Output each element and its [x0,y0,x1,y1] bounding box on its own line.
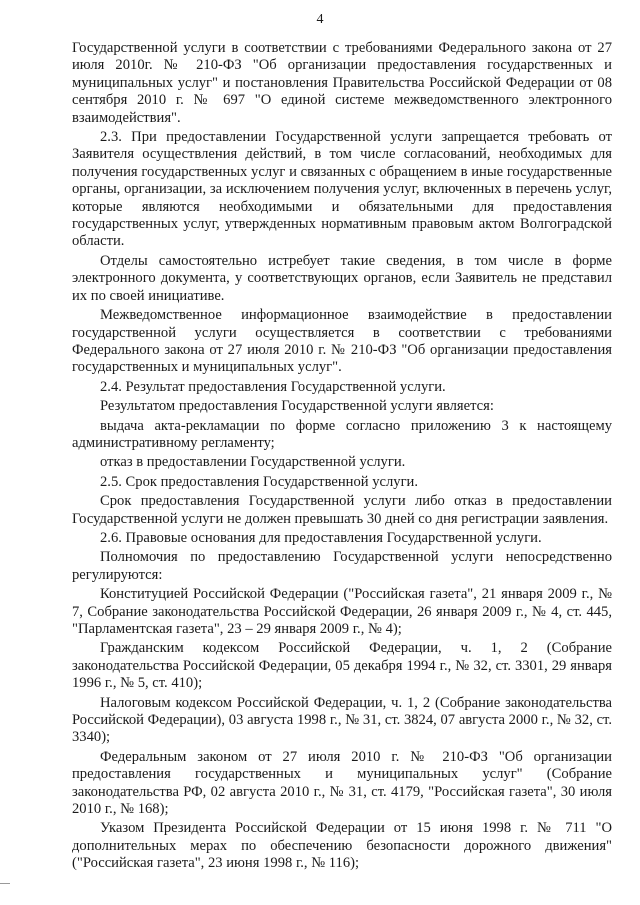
paragraph-term: Срок предоставления Государственной услуги либо отказ в предоставлении Государственной услуги не должен превышать 30 дней со дня регистрации заявления. [72,493,612,527]
paragraph-2-3: 2.3. При предоставлении Государственной услуги запрещается требовать от Заявителя осуществления действий, в том числе согласований, необходимых для получения государственных услуг и связанных с обращением в иные государственные органы, организации, за исключением получения услуг, включенных в перечень услуг, которые являются необходимыми и обязательными для предоставления государственных услуг, утвержденных нормативным правовым актом Волгоградской области. [72,129,612,250]
heading-2-4: 2.4. Результат предоставления Государственной услуги. [100,378,446,395]
document-body [72,40,612,875]
paragraph-interaction: Межведомственное информационное взаимодействие в предоставлении государственной услуги осуществляется в соответствии с требованиями Федерального закона от 27 июля 2010 г. № 210-ФЗ "Об организации предоставления государственных и муниципальных услуг". [72,307,612,376]
paragraph-civil-code: Гражданским кодексом Российской Федерации, ч. 1, 2 (Собрание законодательства Российской Федерации, 05 декабря 1994 г., № 32, ст. 3301, 29 января 1996 г., № 5, ст. 410); [72,640,612,692]
paragraph-result-act: выдача акта-рекламации по форме согласно приложению 3 к настоящему административному регламенту; [72,417,612,451]
paragraph-continuation: Государственной услуги в соответствии с требованиями Федерального закона от 27 июля 2010г. № 210-ФЗ "Об организации предоставления государственных и муниципальных услуг" и постановления Правительства Российской Федерации от 08 сентября 2010 г. № 697 "О единой системе межведомственного электронного взаимодействия". [72,40,612,126]
paragraph-departments: Отделы самостоятельно истребует такие сведения, в том числе в форме электронного документа, у соответствующих органов, если Заявитель не представил их по своей инициативе. [72,252,612,304]
paragraph-result-intro: Результатом предоставления Государственной услуги является: [100,398,494,415]
paragraph-federal-law: Федеральным законом от 27 июля 2010 г. № 210-ФЗ "Об организации предоставления государственных и муниципальных услуг" (Собрание законодательства РФ, 02 августа 2010 г., № 31, ст. 4179, "Российская газета", 30 июля 2010 г., № 168); [72,748,612,818]
page-number: 4 [316,12,324,27]
paragraph-decree: Указом Президента Российской Федерации от 15 июня 1998 г. № 711 "О дополнительных мерах по обеспечению безопасности дорожного движения" ("Российская газета", 23 июня 1998 г., № 116); [72,820,612,872]
paragraph-result-refusal: отказ в предоставлении Государственной услуги. [100,454,406,471]
paragraph-powers: Полномочия по предоставлению Государственной услуги непосредственно регулируются: [72,549,612,583]
scan-margin-mark [0,883,10,884]
paragraph-constitution: Конституцией Российской Федерации ("Российская газета", 21 января 2009 г., № 7, Собрание законодательства Российской Федерации, 26 января 2009 г., № 4, ст. 445, "Парламентская газета", 23 – 29 января 2009 г., № 4); [72,586,612,637]
heading-2-6: 2.6. Правовые основания для предоставления Государственной услуги. [100,529,542,546]
paragraph-tax-code: Налоговым кодексом Российской Федерации, ч. 1, 2 (Собрание законодательства Российской Федерации), 03 августа 1998 г., № 31, ст. 3824, 07 августа 2000 г., № 32, ст. 3340); [72,694,612,746]
heading-2-5: 2.5. Срок предоставления Государственной услуги. [100,473,419,490]
